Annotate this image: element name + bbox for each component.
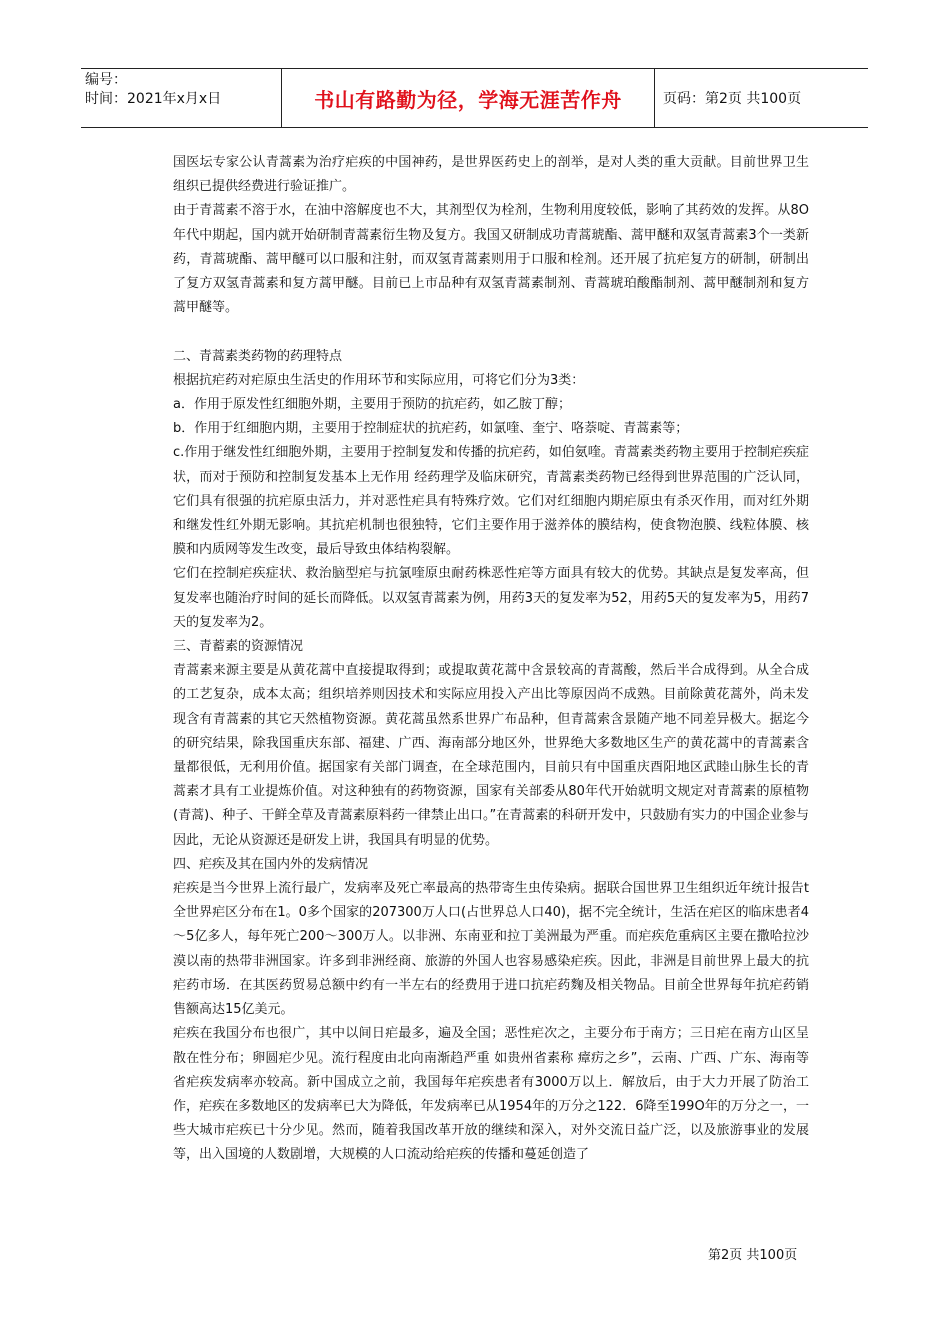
page-footer: 第2页 共100页 [708,1248,798,1263]
paragraph: 青蒿素来源主要是从黄花蒿中直接提取得到；或提取黄花蒿中含景较高的青蒿酸，然后半合成得到。从全合成的工艺复杂，成本太高；组织培养则因技术和实际应用投入产出比等原因尚不成熟。目前除黄花蒿外，尚未发现含有青蒿素的其它天然植物资源。黄花蒿虽然系世界广布品种，但青蒿索含景随产地不同差异极大。据迄今的研究结果，除我国重庆东部、福建、广西、海南部分地区外，世界绝大多数地区生产的黄花蒿中的青蒿素含量都很低，无利用价值。据国家有关部门调查，在全球范围内，目前只有中国重庆酉阳地区武睦山脉生长的青蒿素才具有工业提炼价值。对这种独有的药物资源，国家有关部委从80年代开始就明文规定对青蒿素的原植物(青蒿)、种子、干鲜全草及青蒿素原料药一律禁止出口。”在青蒿素的科研开发中，只鼓励有实力的中国企业参与 因此，无论从资源还是研发上讲，我国具有明显的优势。 [173,663,809,848]
paragraph: 由于青蒿素不溶于水，在油中溶解度也不大，其剂型仅为栓剂，生物利用度较低，影响了其药效的发挥。从8O年代中期起，国内就开始研制青蒿素衍生物及复方。我国又研制成功青蒿琥酯、蒿甲醚和双氢青蒿素3个一类新药，青蒿琥酯、蒿甲醚可以口服和注射，而双氢青蒿素则用于口服和栓剂。还开展了抗疟复方的研制，研制出了复方双氢青蒿素和复方蒿甲醚。目前已上市品种有双氢青蒿素制剂、青蒿琥珀酸酯制剂、蒿甲醚制剂和复方蒿甲醚等。 [173,203,809,316]
page-header [81,68,868,128]
paragraph: 疟疾是当今世界上流行最广，发病率及死亡率最高的热带寄生虫传染病。据联合国世界卫生组织近年统计报告t全世界疟区分布在1。0多个国家的207300万人口(占世界总人口40)，据不完全统计，生活在疟区的临床患者4～5亿多人，每年死亡200～300万人。以非洲、东南亚和拉丁美洲最为严重。而疟疾危重病区主要在撒哈拉沙漠以南的热带非洲国家。许多到非洲经商、旅游的外国人也容易感染疟疾。因此，非洲是目前世界上最大的抗疟药市场．在其医药贸易总额中约有一半左右的经费用于进口抗疟药麴及相关物品。目前全世界每年抗疟药销售额高达15亿美元。 [173,881,809,1018]
list-item: a．作用于原发性红细胞外期，主要用于预防的抗疟药，如乙胺丁醇； [173,397,571,413]
blank-line [173,320,809,344]
paragraph: 它们在控制疟疾症状、救治脑型疟与抗氯喹原虫耐药株恶性疟等方面具有较大的优势。其缺点是复发率高，但复发率也随治疗时间的延长而降低。以双氢青蒿素为例，用药3天的复发率为52，用药5天的复发率为5，用药7天的复发率为2。 [173,566,809,630]
section-heading: 三、青蓄素的资源情况 [173,639,304,655]
paragraph: 根据抗疟药对疟原虫生活史的作用环节和实际应用，可将它们分为3类： [173,372,585,388]
document-time-label: 时间：2021年x月x日 [85,91,222,107]
list-item: c.作用于继发性红细胞外期，主要用于控制复发和传播的抗疟药，如伯氨喹。青蒿素类药物主要用于控制疟疾症状，而对于预防和控制复发基本上无作用 经药理学及临床研究，青蒿素类药物已经得到世界范围的广泛认同，它们具有很强的抗疟原虫活力，并对恶性疟具有特殊疗效。它们对红细胞内期疟原虫有杀灭作用，而对红外期和继发性红外期无影响。其抗疟机制也很独特，它们主要作用于滋养体的膜结构，使食物泡膜、线粒体膜、核膜和内质网等发生改变，最后导致虫体结构裂解。 [173,445,809,558]
paragraph: 国医坛专家公认青蒿素为治疗疟疾的中国神药，是世界医药史上的剖举，是对人类的重大贡献。目前世界卫生组织已提供经费进行验证推广。 [173,155,809,195]
section-heading: 四、疟疾及其在国内外的发病情况 [173,856,369,872]
header-motto: 书山有路勤为径，学海无涯苦作舟 [281,69,655,127]
list-item: b．作用于红细胞内期，主要用于控制症状的抗疟药，如氯喹、奎宁、咯萘啶、青蒿素等； [173,421,689,437]
document-number-label: 编号： [85,72,127,88]
header-page-label: 页码：第2页 共100页 [663,91,802,107]
paragraph: 疟疾在我国分布也很广，其中以间日疟最多，遍及全国；恶性疟次之，主要分布于南方；三日疟在南方山区呈散在性分布；卵圆疟少见。流行程度由北向南渐趋严重 如贵州省素称 瘴疠之乡”，云南、广西、广东、海南等省疟疾发病率亦较高。新中国成立之前，我国每年疟疾患者有3000万以上．解放后，由于大力开展了防治工作，疟疾在多数地区的发病率已大为降低，年发病率已从1954年的万分之122．6降至199O年的万分之一，一些大城市疟疾已十分少见。然而，随着我国改革开放的继续和深入，对外交流日益广泛，以及旅游事业的发展等，出入国境的人数剧增，大规模的人口流动给疟疾的传播和蔓延创造了 [173,1026,809,1163]
section-heading: 二、青蒿素类药物的药理特点 [173,348,343,364]
body-text [173,151,809,1168]
header-meta [81,69,281,127]
